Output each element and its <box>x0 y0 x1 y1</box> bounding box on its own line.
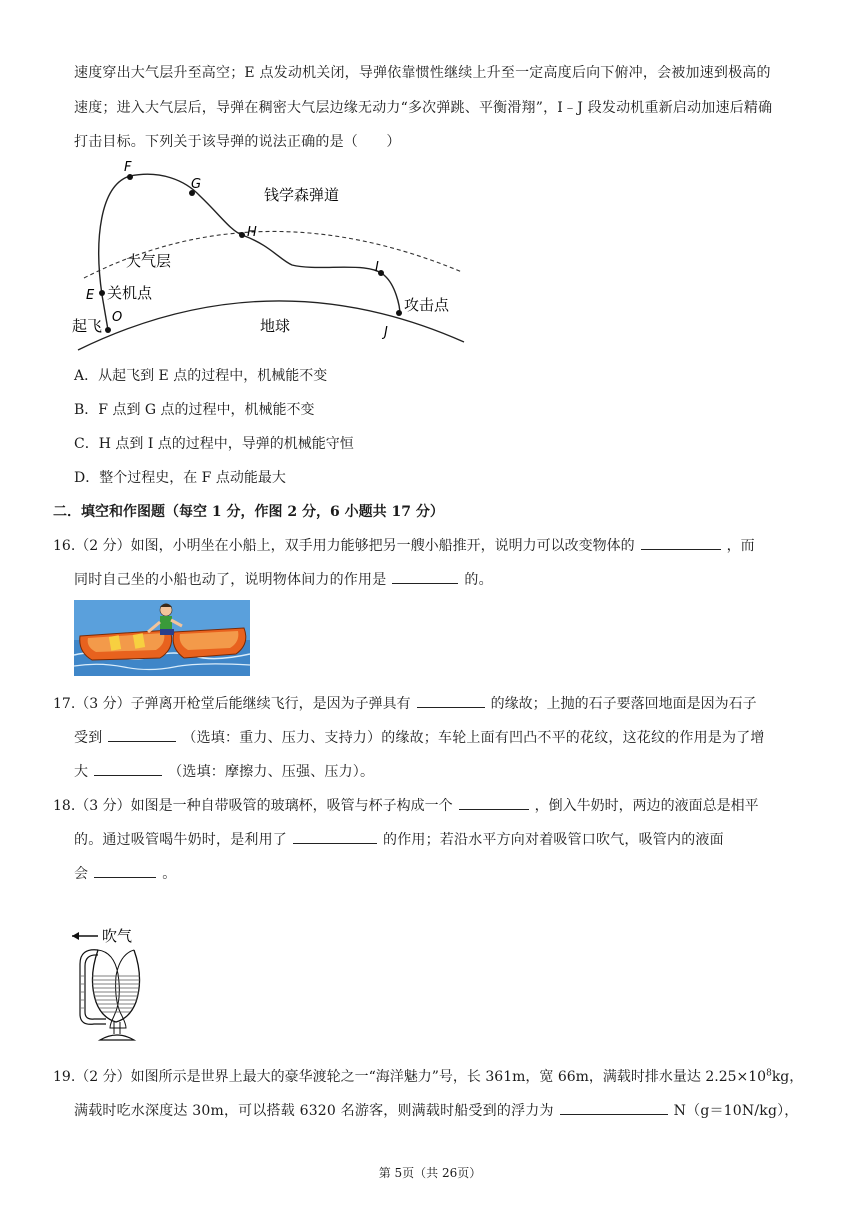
label-shutdown-point: 关机点 <box>107 284 153 302</box>
q16-text-1b: ，而 <box>726 538 755 554</box>
point-H <box>239 232 245 238</box>
q15-option-b: B．F 点到 G 点的过程中，机械能不变 <box>74 402 315 418</box>
label-J: J <box>384 325 388 340</box>
q19-text-1a: 19.（2 分）如图所示是世界上最大的豪华渡轮之一“海洋魅力”号，长 361m，宽 66m，满载时排水量达 2.25×10 <box>53 1069 767 1085</box>
page-footer: 第 5页（共 26页） <box>378 1166 482 1180</box>
q17-blank-1[interactable] <box>417 693 485 708</box>
blow-label: 吹气 <box>102 927 133 945</box>
q17-text-3a: 大 <box>74 764 89 780</box>
q15-text-line-2: 速度；进入大气层后，导弹在稠密大气层边缘无动力“多次弹跳、平衡滑翔”，I﹣J 段发动机重新启动加速后精确 <box>74 100 773 116</box>
label-atmosphere: 大气层 <box>126 252 172 270</box>
label-takeoff: 起飞 <box>72 317 103 335</box>
q19-blank-1[interactable] <box>560 1100 668 1115</box>
arrow-left-icon <box>72 932 79 940</box>
label-H: H <box>247 225 257 240</box>
q15-text-line-3: 打击目标。下列关于该导弹的说法正确的是（ ） <box>74 134 401 150</box>
q19-line-1 <box>53 1066 803 1086</box>
glass-with-straw-figure <box>70 924 160 1046</box>
q17-text-2a: 受到 <box>74 730 103 746</box>
label-earth: 地球 <box>260 317 291 335</box>
q16-line-1 <box>53 535 755 555</box>
q19-text-2a: 满载时吃水深度达 30m，可以搭载 6320 名游客，则满载时船受到的浮力为 <box>74 1103 554 1119</box>
q18-text-3b: 。 <box>162 866 177 882</box>
q16-text-2a: 同时自己坐的小船也动了，说明物体间力的作用是 <box>74 572 387 588</box>
section-heading: 二．填空和作图题（每空 1 分，作图 2 分，6 小题共 17 分） <box>53 504 444 520</box>
q16-line-2 <box>74 569 493 589</box>
q17-line-1 <box>53 693 757 713</box>
q17-text-1b: 的缘故；上抛的石子要落回地面是因为石子 <box>490 696 757 712</box>
label-E: E <box>86 288 95 303</box>
label-target-point: 攻击点 <box>404 296 450 314</box>
q19-line-2 <box>74 1100 799 1120</box>
q17-text-2b: （选填：重力、压力、支持力）的缘故；车轮上面有凹凸不平的花纹，这花纹的作用是为了增 <box>182 730 765 746</box>
q18-text-2a: 的。通过吸管喝牛奶时，是利用了 <box>74 832 287 848</box>
q16-text-2b: 的。 <box>464 572 493 588</box>
q17-line-3 <box>74 761 374 781</box>
q18-text-1b: ，倒入牛奶时，两边的液面总是相平 <box>534 798 759 814</box>
q15-option-d: D．整个过程史，在 F 点动能最大 <box>74 470 286 486</box>
q17-text-1a: 17.（3 分）子弹离开枪堂后能继续飞行，是因为子弹具有 <box>53 696 411 712</box>
q18-line-2 <box>74 829 724 849</box>
q15-option-a: A．从起飞到 E 点的过程中，机械能不变 <box>74 368 328 384</box>
q15-text-line-1: 速度穿出大气层升至高空；E 点发动机关闭，导弹依靠惯性继续上升至一定高度后向下俯冲，会被加速到极高的 <box>74 65 771 81</box>
boat-push-illustration <box>74 600 250 676</box>
label-I: I <box>375 260 379 275</box>
q16-blank-2[interactable] <box>392 569 458 584</box>
q18-text-1a: 18.（3 分）如图是一种自带吸管的玻璃杯，吸管与杯子构成一个 <box>53 798 453 814</box>
q18-blank-3[interactable] <box>94 863 156 878</box>
q18-blank-2[interactable] <box>293 829 377 844</box>
q16-text-1a: 16.（2 分）如图，小明坐在小船上，双手用力能够把另一艘小船推开，说明力可以改变物体的 <box>53 538 635 554</box>
label-G: G <box>191 177 202 192</box>
q18-line-1 <box>53 795 759 815</box>
q18-text-3a: 会 <box>74 866 89 882</box>
label-O: O <box>112 310 123 325</box>
label-F: F <box>124 160 132 175</box>
q18-blank-1[interactable] <box>459 795 529 810</box>
q15-option-c: C．H 点到 I 点的过程中，导弹的机械能守恒 <box>74 436 354 452</box>
q17-line-2 <box>74 727 765 747</box>
q19-text-1b: kg， <box>771 1069 804 1085</box>
q16-blank-1[interactable] <box>641 535 721 550</box>
point-J <box>396 310 402 316</box>
q17-blank-3[interactable] <box>94 761 162 776</box>
q19-exponent: 8 <box>766 1068 772 1079</box>
q17-text-3b: （选填：摩擦力、压强、压力）。 <box>168 764 375 780</box>
point-E <box>99 290 105 296</box>
q18-line-3 <box>74 863 176 883</box>
point-O <box>105 327 111 333</box>
missile-trajectory-figure <box>70 160 470 352</box>
q18-text-2b: 的作用；若沿水平方向对着吸管口吹气，吸管内的液面 <box>383 832 724 848</box>
point-I <box>378 270 384 276</box>
q17-blank-2[interactable] <box>108 727 176 742</box>
label-trajectory: 钱学森弹道 <box>264 186 340 204</box>
q19-text-2b: N（g＝10N/kg）， <box>673 1103 799 1119</box>
